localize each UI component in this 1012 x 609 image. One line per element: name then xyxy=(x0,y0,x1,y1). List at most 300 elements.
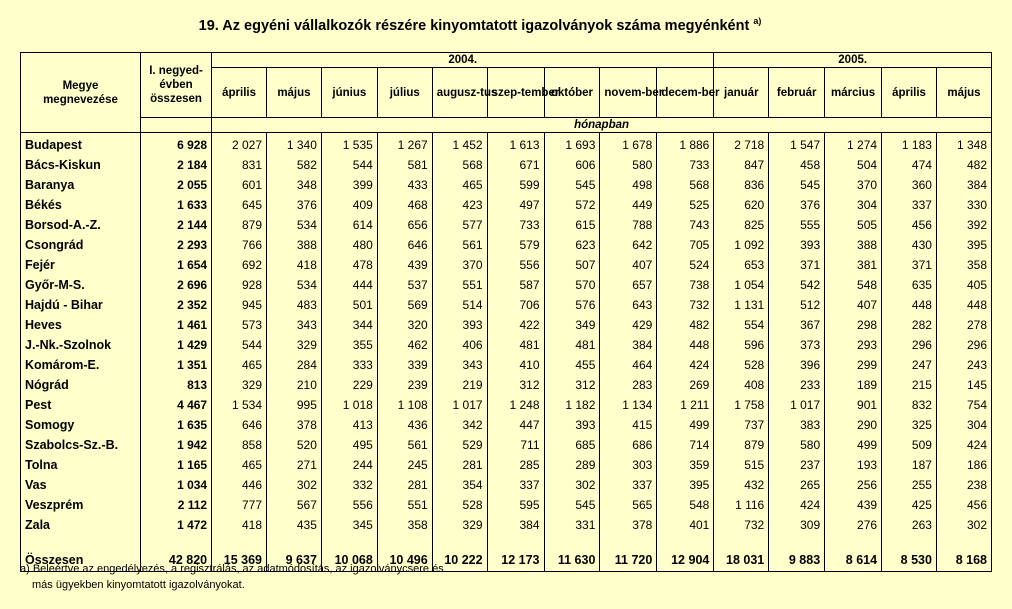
month-value: 498 xyxy=(600,175,657,195)
month-header-2004: augusz-tus xyxy=(432,68,487,118)
month-value: 418 xyxy=(267,255,322,275)
month-value: 444 xyxy=(321,275,377,295)
month-value: 405 xyxy=(936,275,991,295)
county-column-header: Megye megnevezése xyxy=(21,53,141,133)
month-value: 555 xyxy=(769,215,825,235)
month-value: 298 xyxy=(825,315,882,335)
spacer-cell xyxy=(432,535,487,549)
month-value: 620 xyxy=(714,195,769,215)
month-value: 534 xyxy=(267,215,322,235)
month-value: 499 xyxy=(825,435,882,455)
month-value: 355 xyxy=(321,335,377,355)
month-header-2005: január xyxy=(714,68,769,118)
month-value: 415 xyxy=(600,415,657,435)
month-value: 2 718 xyxy=(714,133,769,156)
month-value: 468 xyxy=(377,195,432,215)
month-value: 332 xyxy=(321,475,377,495)
month-value: 1 182 xyxy=(544,395,600,415)
month-value: 456 xyxy=(936,495,991,515)
month-value: 329 xyxy=(212,375,267,395)
month-value: 831 xyxy=(212,155,267,175)
month-value: 433 xyxy=(377,175,432,195)
month-value: 645 xyxy=(212,195,267,215)
month-value: 360 xyxy=(882,175,937,195)
table-row xyxy=(21,395,992,415)
month-value: 245 xyxy=(377,455,432,475)
month-value: 233 xyxy=(769,375,825,395)
month-value: 1 018 xyxy=(321,395,377,415)
month-value: 278 xyxy=(936,315,991,335)
month-value: 705 xyxy=(657,235,714,255)
table-row xyxy=(21,315,992,335)
county-name: Hajdú - Bihar xyxy=(21,295,141,315)
county-name: Zala xyxy=(21,515,141,535)
spacer-cell xyxy=(657,535,714,549)
month-value: 282 xyxy=(882,315,937,335)
quarter-total: 2 112 xyxy=(140,495,211,515)
month-value: 219 xyxy=(432,375,487,395)
month-value: 296 xyxy=(882,335,937,355)
month-value: 436 xyxy=(377,415,432,435)
county-name: Tolna xyxy=(21,455,141,475)
month-value: 331 xyxy=(544,515,600,535)
month-value: 399 xyxy=(321,175,377,195)
month-value: 455 xyxy=(544,355,600,375)
month-value: 505 xyxy=(825,215,882,235)
month-value: 581 xyxy=(377,155,432,175)
month-value: 407 xyxy=(825,295,882,315)
month-value: 256 xyxy=(825,475,882,495)
table-row xyxy=(21,155,992,175)
month-value: 614 xyxy=(321,215,377,235)
month-value: 556 xyxy=(487,255,544,275)
month-value: 686 xyxy=(600,435,657,455)
month-value: 733 xyxy=(657,155,714,175)
month-header-2004: június xyxy=(321,68,377,118)
table-row xyxy=(21,235,992,255)
quarter-total: 1 034 xyxy=(140,475,211,495)
month-value: 879 xyxy=(212,215,267,235)
month-value: 545 xyxy=(769,175,825,195)
table-header xyxy=(21,53,992,133)
month-value: 371 xyxy=(769,255,825,275)
month-value: 8 614 xyxy=(825,549,882,572)
county-name: Csongrád xyxy=(21,235,141,255)
month-value: 388 xyxy=(267,235,322,255)
month-value: 435 xyxy=(267,515,322,535)
table-title-text: 19. Az egyéni vállalkozók részére kinyomtatott igazolványok száma megyénként xyxy=(198,17,750,34)
month-value: 330 xyxy=(936,195,991,215)
month-value: 572 xyxy=(544,195,600,215)
month-value: 393 xyxy=(769,235,825,255)
month-value: 10 496 xyxy=(377,549,432,572)
month-value: 8 530 xyxy=(882,549,937,572)
month-header-2004: október xyxy=(544,68,600,118)
table-row xyxy=(21,495,992,515)
spacer-cell xyxy=(21,535,141,549)
county-name: Győr-M-S. xyxy=(21,275,141,295)
month-value: 458 xyxy=(769,155,825,175)
table-row xyxy=(21,415,992,435)
table-row xyxy=(21,215,992,235)
month-value: 537 xyxy=(377,275,432,295)
month-value: 384 xyxy=(487,515,544,535)
month-value: 599 xyxy=(487,175,544,195)
month-value: 507 xyxy=(544,255,600,275)
month-value: 580 xyxy=(769,435,825,455)
month-value: 465 xyxy=(212,455,267,475)
county-name: Somogy xyxy=(21,415,141,435)
spacer-cell xyxy=(321,535,377,549)
month-value: 9 637 xyxy=(267,549,322,572)
quarter-total: 1 635 xyxy=(140,415,211,435)
month-value: 788 xyxy=(600,215,657,235)
month-value: 615 xyxy=(544,215,600,235)
month-header-2005: március xyxy=(825,68,882,118)
month-value: 384 xyxy=(600,335,657,355)
month-value: 312 xyxy=(487,375,544,395)
county-name: Bács-Kiskun xyxy=(21,155,141,175)
month-value: 465 xyxy=(432,175,487,195)
month-value: 18 031 xyxy=(714,549,769,572)
month-value: 1 267 xyxy=(377,133,432,156)
month-value: 396 xyxy=(769,355,825,375)
month-value: 836 xyxy=(714,175,769,195)
month-value: 561 xyxy=(432,235,487,255)
month-value: 671 xyxy=(487,155,544,175)
quarter-total: 1 472 xyxy=(140,515,211,535)
month-value: 422 xyxy=(487,315,544,335)
month-value: 11 720 xyxy=(600,549,657,572)
month-value: 551 xyxy=(377,495,432,515)
month-value: 378 xyxy=(267,415,322,435)
month-value: 281 xyxy=(377,475,432,495)
month-value: 393 xyxy=(544,415,600,435)
month-value: 777 xyxy=(212,495,267,515)
quarter-total: 813 xyxy=(140,375,211,395)
stats-table xyxy=(20,52,992,572)
month-value: 596 xyxy=(714,335,769,355)
month-value: 568 xyxy=(657,175,714,195)
month-value: 429 xyxy=(600,315,657,335)
month-value: 263 xyxy=(882,515,937,535)
month-value: 1 116 xyxy=(714,495,769,515)
month-header-2004: szep-tember xyxy=(487,68,544,118)
month-value: 737 xyxy=(714,415,769,435)
month-value: 1 108 xyxy=(377,395,432,415)
month-value: 348 xyxy=(267,175,322,195)
month-value: 548 xyxy=(825,275,882,295)
month-value: 1 452 xyxy=(432,133,487,156)
county-name: Veszprém xyxy=(21,495,141,515)
month-value: 337 xyxy=(882,195,937,215)
month-header-2005: május xyxy=(936,68,991,118)
month-value: 561 xyxy=(377,435,432,455)
month-value: 499 xyxy=(657,415,714,435)
month-value: 456 xyxy=(882,215,937,235)
month-value: 408 xyxy=(714,375,769,395)
footnote-marker: a) xyxy=(753,16,762,26)
month-value: 1 758 xyxy=(714,395,769,415)
month-value: 711 xyxy=(487,435,544,455)
month-value: 1 183 xyxy=(882,133,937,156)
month-value: 582 xyxy=(267,155,322,175)
month-value: 528 xyxy=(714,355,769,375)
quarter-total: 4 467 xyxy=(140,395,211,415)
county-name: Borsod-A.-Z. xyxy=(21,215,141,235)
month-value: 1 678 xyxy=(600,133,657,156)
month-value: 215 xyxy=(882,375,937,395)
month-value: 858 xyxy=(212,435,267,455)
month-value: 424 xyxy=(936,435,991,455)
month-value: 378 xyxy=(600,515,657,535)
quarter-total: 2 696 xyxy=(140,275,211,295)
month-value: 481 xyxy=(544,335,600,355)
month-value: 269 xyxy=(657,375,714,395)
table-row xyxy=(21,515,992,535)
quarter-total: 1 165 xyxy=(140,455,211,475)
month-value: 145 xyxy=(936,375,991,395)
month-value: 12 904 xyxy=(657,549,714,572)
month-value: 413 xyxy=(321,415,377,435)
month-value: 333 xyxy=(321,355,377,375)
month-value: 247 xyxy=(882,355,937,375)
month-value: 395 xyxy=(936,235,991,255)
county-name: Békés xyxy=(21,195,141,215)
month-value: 304 xyxy=(936,415,991,435)
month-value: 425 xyxy=(882,495,937,515)
month-value: 388 xyxy=(825,235,882,255)
month-value: 302 xyxy=(936,515,991,535)
month-value: 2 027 xyxy=(212,133,267,156)
month-value: 601 xyxy=(212,175,267,195)
month-value: 8 168 xyxy=(936,549,991,572)
month-value: 482 xyxy=(657,315,714,335)
month-value: 646 xyxy=(212,415,267,435)
month-value: 524 xyxy=(657,255,714,275)
total-column-header: I. negyed-évben összesen xyxy=(140,53,211,118)
month-header-2004: július xyxy=(377,68,432,118)
month-value: 395 xyxy=(657,475,714,495)
month-value: 879 xyxy=(714,435,769,455)
month-value: 544 xyxy=(212,335,267,355)
month-value: 1 092 xyxy=(714,235,769,255)
month-value: 825 xyxy=(714,215,769,235)
month-value: 449 xyxy=(600,195,657,215)
county-name: Heves xyxy=(21,315,141,335)
month-value: 478 xyxy=(321,255,377,275)
month-value: 10 068 xyxy=(321,549,377,572)
month-value: 358 xyxy=(377,515,432,535)
spacer-cell xyxy=(212,535,267,549)
month-value: 290 xyxy=(825,415,882,435)
table-row xyxy=(21,175,992,195)
month-value: 1 535 xyxy=(321,133,377,156)
month-value: 370 xyxy=(432,255,487,275)
month-value: 1 886 xyxy=(657,133,714,156)
spacer-cell xyxy=(267,535,322,549)
month-value: 406 xyxy=(432,335,487,355)
month-value: 528 xyxy=(432,495,487,515)
table-row xyxy=(21,355,992,375)
spacer-cell xyxy=(825,535,882,549)
month-value: 354 xyxy=(432,475,487,495)
month-value: 343 xyxy=(267,315,322,335)
month-value: 381 xyxy=(825,255,882,275)
quarter-total: 6 928 xyxy=(140,133,211,156)
month-value: 1 534 xyxy=(212,395,267,415)
table-row xyxy=(21,475,992,495)
month-value: 393 xyxy=(432,315,487,335)
month-value: 465 xyxy=(212,355,267,375)
spacer-cell xyxy=(544,535,600,549)
month-value: 325 xyxy=(882,415,937,435)
month-value: 409 xyxy=(321,195,377,215)
month-value: 481 xyxy=(487,335,544,355)
quarter-total: 2 352 xyxy=(140,295,211,315)
month-value: 1 131 xyxy=(714,295,769,315)
month-value: 483 xyxy=(267,295,322,315)
quarter-total: 1 654 xyxy=(140,255,211,275)
month-value: 370 xyxy=(825,175,882,195)
month-value: 293 xyxy=(825,335,882,355)
month-value: 1 017 xyxy=(432,395,487,415)
month-value: 743 xyxy=(657,215,714,235)
county-name: Összesen xyxy=(21,549,141,572)
spacer-cell xyxy=(377,535,432,549)
table-row xyxy=(21,375,992,395)
month-value: 482 xyxy=(936,155,991,175)
month-value: 653 xyxy=(714,255,769,275)
month-value: 551 xyxy=(432,275,487,295)
month-value: 299 xyxy=(825,355,882,375)
month-value: 577 xyxy=(432,215,487,235)
month-value: 766 xyxy=(212,235,267,255)
month-value: 439 xyxy=(825,495,882,515)
month-value: 464 xyxy=(600,355,657,375)
month-value: 497 xyxy=(487,195,544,215)
month-value: 657 xyxy=(600,275,657,295)
footnote-line-1: a) Beleértve az engedélyezés, a regisztrálás, az adatmódosítás, az igazolványcsere és xyxy=(20,563,444,575)
month-header-2004: decem-ber xyxy=(657,68,714,118)
table-row xyxy=(21,255,992,275)
month-value: 606 xyxy=(544,155,600,175)
month-value: 545 xyxy=(544,495,600,515)
month-value: 1 547 xyxy=(769,133,825,156)
month-value: 512 xyxy=(769,295,825,315)
month-value: 733 xyxy=(487,215,544,235)
month-value: 448 xyxy=(657,335,714,355)
month-header-2004: április xyxy=(212,68,267,118)
month-value: 424 xyxy=(769,495,825,515)
month-header-2005: április xyxy=(882,68,937,118)
month-value: 359 xyxy=(657,455,714,475)
quarter-total: 1 429 xyxy=(140,335,211,355)
month-value: 595 xyxy=(487,495,544,515)
county-name: Baranya xyxy=(21,175,141,195)
month-value: 738 xyxy=(657,275,714,295)
month-value: 189 xyxy=(825,375,882,395)
month-value: 548 xyxy=(657,495,714,515)
month-value: 1 211 xyxy=(657,395,714,415)
month-value: 296 xyxy=(936,335,991,355)
month-value: 312 xyxy=(544,375,600,395)
month-value: 432 xyxy=(714,475,769,495)
month-value: 1 274 xyxy=(825,133,882,156)
month-value: 928 xyxy=(212,275,267,295)
month-value: 754 xyxy=(936,395,991,415)
month-value: 10 222 xyxy=(432,549,487,572)
month-value: 832 xyxy=(882,395,937,415)
month-value: 329 xyxy=(432,515,487,535)
month-value: 337 xyxy=(600,475,657,495)
month-value: 642 xyxy=(600,235,657,255)
month-value: 1 613 xyxy=(487,133,544,156)
month-value: 302 xyxy=(267,475,322,495)
month-value: 243 xyxy=(936,355,991,375)
county-name: Pest xyxy=(21,395,141,415)
month-value: 423 xyxy=(432,195,487,215)
quarter-total: 42 820 xyxy=(140,549,211,572)
table-row xyxy=(21,195,992,215)
month-value: 244 xyxy=(321,455,377,475)
month-value: 424 xyxy=(657,355,714,375)
month-value: 276 xyxy=(825,515,882,535)
month-value: 15 369 xyxy=(212,549,267,572)
month-value: 635 xyxy=(882,275,937,295)
month-value: 1 054 xyxy=(714,275,769,295)
county-name: Budapest xyxy=(21,133,141,156)
county-name: Fejér xyxy=(21,255,141,275)
month-value: 568 xyxy=(432,155,487,175)
county-name: Vas xyxy=(21,475,141,495)
month-value: 430 xyxy=(882,235,937,255)
month-value: 1 017 xyxy=(769,395,825,415)
table-row xyxy=(21,455,992,475)
month-value: 706 xyxy=(487,295,544,315)
month-value: 9 883 xyxy=(769,549,825,572)
month-value: 371 xyxy=(882,255,937,275)
month-value: 285 xyxy=(487,455,544,475)
month-value: 384 xyxy=(936,175,991,195)
month-value: 504 xyxy=(825,155,882,175)
month-value: 1 348 xyxy=(936,133,991,156)
county-name: Szabolcs-Sz.-B. xyxy=(21,435,141,455)
month-value: 643 xyxy=(600,295,657,315)
footnote-line-2: más ügyekben kinyomtatott igazolványokat. xyxy=(32,579,245,591)
month-value: 186 xyxy=(936,455,991,475)
quarter-total: 1 351 xyxy=(140,355,211,375)
year-2004-header: 2004. xyxy=(212,53,714,68)
table-row xyxy=(21,275,992,295)
month-value: 556 xyxy=(321,495,377,515)
month-value: 193 xyxy=(825,455,882,475)
month-value: 210 xyxy=(267,375,322,395)
county-name: Komárom-E. xyxy=(21,355,141,375)
month-value: 554 xyxy=(714,315,769,335)
month-value: 12 173 xyxy=(487,549,544,572)
spacer-cell xyxy=(769,535,825,549)
month-value: 474 xyxy=(882,155,937,175)
spacer-cell xyxy=(882,535,937,549)
month-value: 580 xyxy=(600,155,657,175)
month-value: 573 xyxy=(212,315,267,335)
month-value: 376 xyxy=(769,195,825,215)
spacer-cell xyxy=(487,535,544,549)
year-2005-header: 2005. xyxy=(714,53,992,68)
month-value: 410 xyxy=(487,355,544,375)
month-value: 692 xyxy=(212,255,267,275)
